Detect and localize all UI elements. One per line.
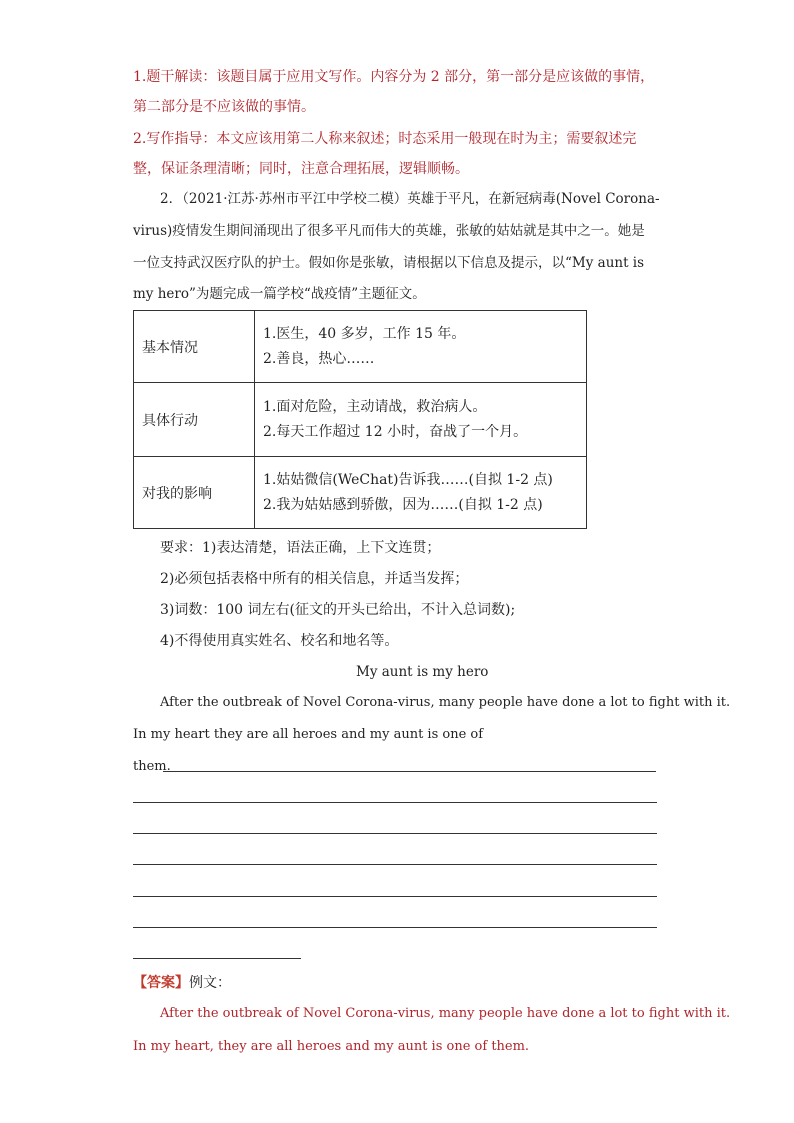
writing-line[interactable] xyxy=(163,771,656,772)
table-row-header: 具体行动 xyxy=(134,383,255,457)
writing-line[interactable] xyxy=(133,864,657,865)
answer-line-1: After the outbreak of Novel Corona-virus, many people have done a lot to fight with it. xyxy=(160,1006,731,1021)
table-cell xyxy=(255,457,587,529)
requirement-2: 2)必须包括表格中所有的相关信息，并适当发挥； xyxy=(160,571,469,587)
table-item: 1.医生，40 多岁，工作 15 年。 xyxy=(263,326,466,342)
guide-line-4: 整，保证条理清晰；同时，注意合理拓展，逻辑顺畅。 xyxy=(133,161,469,177)
question-line-1: 2．（2021·江苏·苏州市平江中学校二模）英雄于平凡，在新冠病毒(Novel Corona- xyxy=(160,191,660,207)
requirement-1: 要求：1)表达清楚，语法正确，上下文连贯； xyxy=(160,540,441,556)
writing-line[interactable] xyxy=(133,927,657,928)
essay-line-1: After the outbreak of Novel Corona-virus, many people have done a lot to fight with it. xyxy=(160,695,731,710)
info-table xyxy=(133,310,587,529)
writing-line[interactable] xyxy=(133,958,301,959)
answer-heading xyxy=(133,973,231,993)
guide-line-3: 2.写作指导：本文应该用第二人称来叙述；时态采用一般现在时为主；需要叙述完 xyxy=(133,131,637,147)
table-item: 1.姑姑微信(WeChat)告诉我……(自拟 1-2 点) xyxy=(263,472,553,488)
table-item: 1.面对危险，主动请战，救治病人。 xyxy=(263,399,487,415)
table-cell xyxy=(255,383,587,457)
writing-line[interactable] xyxy=(133,833,657,834)
answer-label: 例文： xyxy=(189,975,231,991)
table-row-header: 对我的影响 xyxy=(134,457,255,529)
guide-line-1: 1.题干解读：该题目属于应用文写作。内容分为 2 部分，第一部分是应该做的事情， xyxy=(133,69,655,85)
requirement-3: 3)词数：100 词左右(征文的开头已给出，不计入总词数); xyxy=(160,602,516,618)
writing-line[interactable] xyxy=(133,896,657,897)
question-line-3: 一位支持武汉医疗队的护士。假如你是张敏，请根据以下信息及提示，以“My aunt is xyxy=(133,255,645,271)
answer-tag: 【答案】 xyxy=(133,975,189,991)
table-item: 2.每天工作超过 12 小时，奋战了一个月。 xyxy=(263,424,528,440)
table-row-header: 基本情况 xyxy=(134,311,255,383)
answer-line-2: In my heart, they are all heroes and my aunt is one of them. xyxy=(133,1039,530,1054)
essay-line-3: them. xyxy=(133,759,171,774)
table-row xyxy=(134,311,587,383)
table-item: 2.我为姑姑感到骄傲，因为……(自拟 1-2 点) xyxy=(263,497,543,513)
table-row xyxy=(134,457,587,529)
essay-title: My aunt is my hero xyxy=(356,664,489,680)
table-cell xyxy=(255,311,587,383)
guide-line-2: 第二部分是不应该做的事情。 xyxy=(133,99,315,115)
table-item: 2.善良，热心…… xyxy=(263,351,375,367)
requirement-4: 4)不得使用真实姓名、校名和地名等。 xyxy=(160,633,399,649)
writing-line[interactable] xyxy=(133,802,657,803)
question-line-4: my hero”为题完成一篇学校“战疫情”主题征文。 xyxy=(133,286,426,302)
essay-line-2: In my heart they are all heroes and my aunt is one of xyxy=(133,727,484,742)
table-row xyxy=(134,383,587,457)
question-line-2: virus)疫情发生期间涌现出了很多平凡而伟大的英雄，张敏的姑姑就是其中之一。她是 xyxy=(133,223,645,239)
